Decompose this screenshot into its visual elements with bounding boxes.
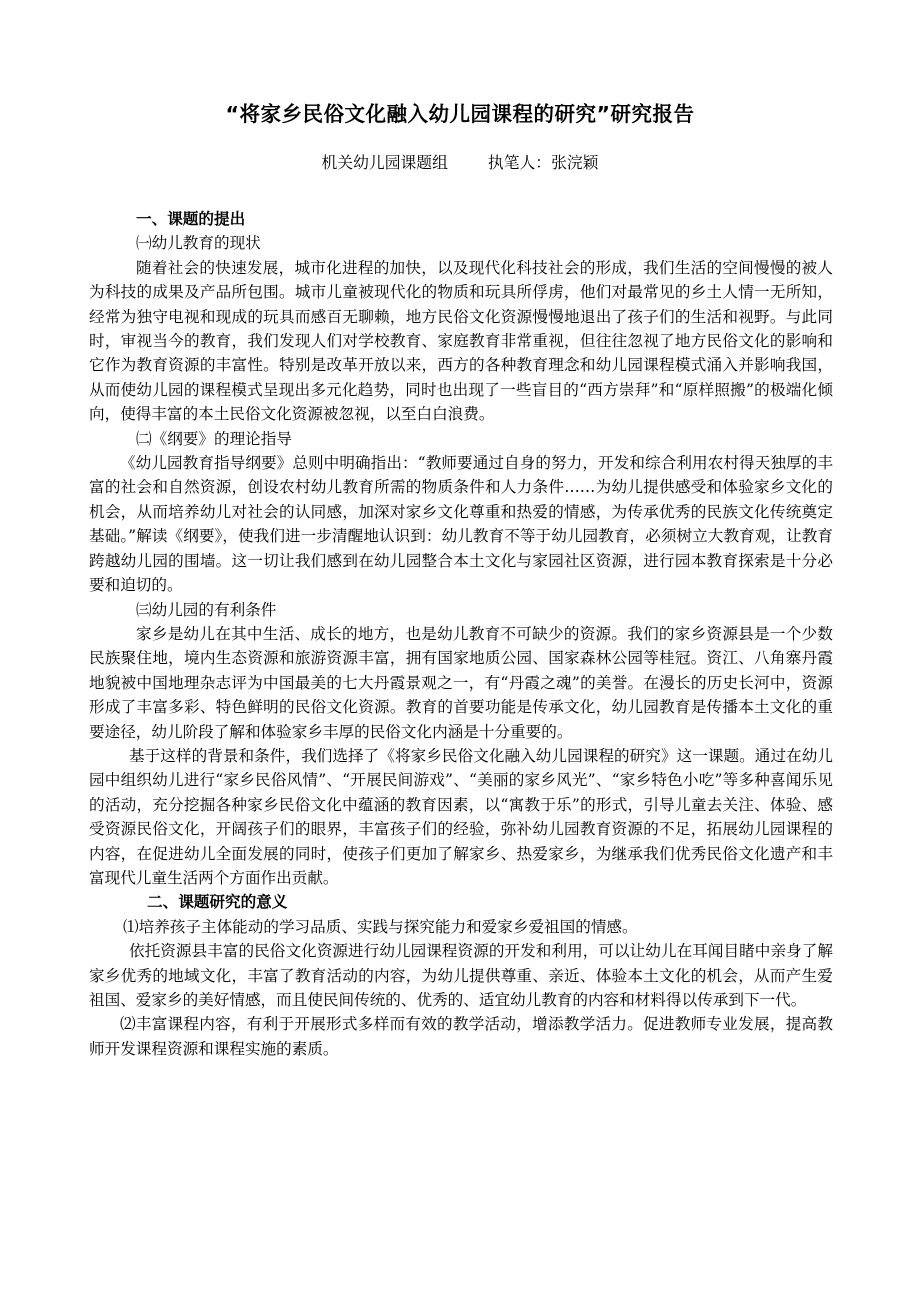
section-heading-1: 一、课题的提出 [136,210,246,228]
section-heading-2: 二、课题研究的意义 [147,893,288,912]
paragraph-background: 基于这样的背景和条件，我们选择了《将家乡民俗文化融入幼儿园课程的研究》这一课题。通过在幼儿园中组织幼儿进行“家乡民俗风情”、“开展民间游戏”、“美丽的家乡风光”、“家乡特色小吃”等多种喜闻乐见的活动，充分挖掘各种家乡民俗文化中蕴涵的教育因素，以“寓教于乐”的形式，引导儿童去关注、体验、感受资源民俗文化，开阔孩子们的眼界，丰富孩子们的经验，弥补幼儿园教育资源的不足，拓展幼儿园课程的内容，在促进幼儿全面发展的同时，使孩子们更加了解家乡、热爱家乡，为继承我们优秀民俗文化遗产和丰富现代儿童生活两个方面作出贡献。 [89,746,833,887]
subheading-current-status: ㈠幼儿教育的现状 [136,234,261,253]
list-item-2: ⑵丰富课程内容，有利于开展形式多样而有效的教学活动，增添教学活力。促进教师专业发展，提高教师开发课程资源和课程实施的素质。 [89,1015,833,1058]
byline-author: 执笔人：张浣颖 [487,153,599,172]
paragraph-guideline: 《幼儿园教育指导纲要》总则中明确指出：“教师要通过自身的努力，开发和综合利用农村得天独厚的丰富的社会和自然资源，创设农村幼儿教育所需的物质条件和人力条件……为幼儿提供感受和体验家乡文化的机会，从而培养幼儿对社会的认同感，加深对家乡文化尊重和热爱的情感，为传承优秀的民族文化传统奠定基础。”解读《纲要》，使我们进一步清醒地认识到：幼儿教育不等于幼儿园教育，必须树立大教育观，让教育跨越幼儿园的围墙。这一切让我们感到在幼儿园整合本土文化与家园社区资源，进行园本教育探索是十分必要和迫切的。 [89,454,833,595]
paragraph-significance: 依托资源县丰富的民俗文化资源进行幼儿园课程资源的开发和利用，可以让幼儿在耳闻目睹中亲身了解家乡优秀的地域文化，丰富了教育活动的内容，为幼儿提供尊重、亲近、体验本土文化的机会，从而产生爱祖国、爱家乡的美好情感，而且使民间传统的、优秀的、适宜幼儿教育的内容和材料得以传承到下一代。 [89,942,833,1009]
document-byline [0,150,920,173]
document-title: “将家乡民俗文化融入幼儿园课程的研究”研究报告 [225,102,695,126]
document-body [89,207,833,1061]
subheading-guideline: ㈡《纲要》的理论指导 [136,429,292,448]
byline-group: 机关幼儿园课题组 [321,153,448,172]
paragraph-favorable-conditions: 家乡是幼儿在其中生活、成长的地方，也是幼儿教育不可缺少的资源。我们的家乡资源县是一个少数民族聚住地，境内生态资源和旅游资源丰富，拥有国家地质公园、国家森林公园等桂冠。资江、八角寨丹霞地貌被中国地理杂志评为中国最美的七大丹霞景观之一，有“丹霞之魂”的美誉。在漫长的历史长河中，资源形成了丰富多彩、特色鲜明的民俗文化资源。教育的首要功能是传承文化，幼儿园教育是传播本土文化的重要途径，幼儿阶段了解和体验家乡丰厚的民俗文化内涵是十分重要的。 [89,624,833,741]
list-item-1: ⑴培养孩子主体能动的学习品质、实践与探究能力和爱家乡爱祖国的情感。 [123,917,638,936]
paragraph-current-status: 随着社会的快速发展，城市化进程的加快，以及现代化科技社会的形成，我们生活的空间慢慢的被人为科技的成果及产品所包围。城市儿童被现代化的物质和玩具所俘虏，他们对最常见的乡土人情一无所知，经常为独守电视和现成的玩具而感百无聊赖，地方民俗文化资源慢慢地退出了孩子们的生活和视野。与此同时，审视当今的教育，我们发现人们对学校教育、家庭教育非常重视，但往往忽视了地方民俗文化的影响和它作为教育资源的丰富性。特别是改革开放以来，西方的各种教育理念和幼儿园课程模式涌入并影响我国，从而使幼儿园的课程模式呈现出多元化趋势，同时也出现了一些盲目的“西方崇拜”和“原样照搬”的极端化倾向，使得丰富的本土民俗文化资源被忽视，以至白白浪费。 [89,258,833,424]
subheading-favorable-conditions: ㈢幼儿园的有利条件 [136,600,277,619]
